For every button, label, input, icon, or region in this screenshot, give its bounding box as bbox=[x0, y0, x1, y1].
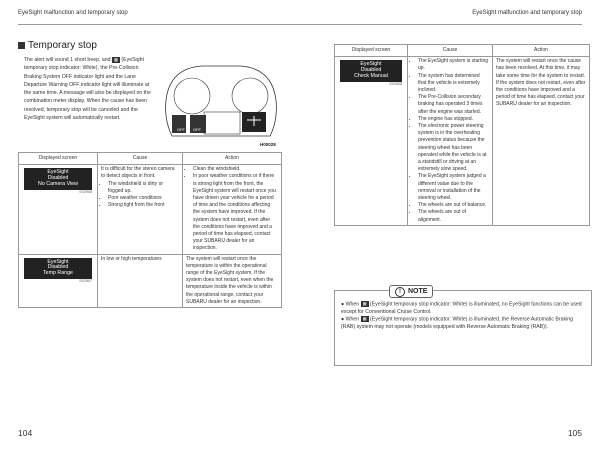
display-code: SX2908 bbox=[389, 81, 402, 86]
instrument-cluster-figure bbox=[162, 60, 280, 140]
list-item: • The wheels are out of alignment. bbox=[418, 209, 489, 223]
action-cell: The system will restart once the cause has been resolved. At this time, it may take some time for the system to restart. If the system does not restart, even after the conditions have improved and a period of time has elapsed, contact your SUBARU dealer for an inspection. bbox=[493, 57, 590, 226]
table-row bbox=[19, 165, 282, 254]
page-header: EyeSight malfunction and temporary stop bbox=[472, 10, 582, 16]
list-item: • The windshield is dirty or fogged up. bbox=[108, 181, 179, 195]
list-item: • The EyeSight system is starting up. bbox=[418, 58, 489, 72]
list-item: • The engine has stopped. bbox=[418, 116, 489, 123]
display-cell bbox=[19, 165, 98, 254]
col-header-display: Displayed screen bbox=[335, 45, 408, 57]
list-item: • Poor weather conditions bbox=[108, 195, 179, 202]
col-header-cause: Cause bbox=[98, 153, 183, 165]
note-box bbox=[334, 290, 592, 366]
page-number: 105 bbox=[567, 428, 582, 438]
list-item: • The EyeSight system judged a different value due to the removal or installation of the steering wheel. bbox=[418, 173, 489, 202]
display-cell bbox=[19, 254, 98, 307]
display-screen: EyeSight Disabled Check Manual bbox=[340, 60, 402, 81]
eyesight-temporary-stop-icon: ▩ bbox=[361, 316, 369, 322]
right-page bbox=[300, 0, 600, 450]
display-code: SX2906 bbox=[79, 189, 92, 194]
eyesight-temporary-stop-icon: ▩ bbox=[112, 57, 120, 63]
display-code: SX2907 bbox=[79, 279, 92, 284]
list-item: • In poor weather conditions or if there is strong light from the front, the EyeSight system will restart once you have driven your vehicle for a period of time and the conditions affecting the system have improved. If the system does not restart, even after the conditions have improved and a period of time has elapsed, contact your SUBARU dealer for an inspection. bbox=[193, 173, 278, 252]
list-item: • The electronic power steering system is in the overheating prevention status because the steering wheel has been operated while the vehicle is at a standstill or driving at an extremely slow speed. bbox=[418, 123, 489, 173]
icon-label-off-2: OFF bbox=[193, 127, 201, 132]
exclamation-icon: ! bbox=[395, 287, 405, 297]
cause-cell: In low or high temperatures bbox=[98, 254, 183, 307]
display-table-left bbox=[18, 152, 282, 308]
list-item: ● When ▩ (EyeSight temporary stop indicator: White) is illuminated, the Reverse Automatic Braking (RAB) system may not operate (models equipped with Reverse Automatic Braking (RAB)). bbox=[341, 315, 574, 330]
section-title: Temporary stop bbox=[18, 40, 97, 51]
table-row bbox=[19, 254, 282, 307]
action-cell: The system will restart once the temperature is within the operational range of the EyeSight system. If the system does not restart, even when the temperature inside the vehicle is within the operational range, contact your SUBARU dealer for an inspection. bbox=[183, 254, 282, 307]
figure-code: H00028 bbox=[260, 142, 276, 147]
list-item: • Strong light from the front bbox=[108, 202, 179, 209]
action-cell bbox=[183, 165, 282, 254]
display-table-right bbox=[334, 44, 590, 226]
header-rule bbox=[18, 24, 300, 25]
list-item: • The system has determined that the vehicle is extremely inclined. bbox=[418, 73, 489, 95]
cause-cell: It is difficult for the stereo camera to detect objects in front. • The windshield is dirty or fogged up. • Poor weather conditions • Strong light from the front bbox=[98, 165, 183, 254]
display-screen: EyeSight Disabled No Camera View bbox=[24, 168, 92, 189]
table-row bbox=[335, 57, 590, 226]
col-header-cause: Cause bbox=[408, 45, 493, 57]
section-square-icon bbox=[18, 42, 25, 49]
header-rule bbox=[300, 24, 582, 25]
display-screen: EyeSight Disabled Temp Range bbox=[24, 258, 92, 279]
page-number: 104 bbox=[18, 428, 33, 438]
intro-paragraph: The alert will sound 1 short beep, and ▩ (EyeSight temporary stop indicator: White), the Pre-Collision Braking System OFF indicator light and the Lane Departure Warning OFF indicator light will illuminate at the same time. A message will also be displayed on the combination meter display. When the cause has been resolved, temporary stop will be canceled and the EyeSight system will automatically restart. bbox=[24, 56, 151, 122]
icon-label-off-1: OFF bbox=[177, 127, 185, 132]
list-item: ● When ▩ (EyeSight temporary stop indicator: White) is illuminated, no EyeSight functions can be used except for Conventional Cruise Control. bbox=[341, 301, 582, 315]
col-header-display: Displayed screen bbox=[19, 153, 98, 165]
col-header-action: Action bbox=[493, 45, 590, 57]
page-header: EyeSight malfunction and temporary stop bbox=[18, 10, 128, 16]
eyesight-temporary-stop-icon: ▩ bbox=[361, 301, 369, 307]
list-item: • The wheels are out of balance. bbox=[418, 202, 489, 209]
list-item: • Clean the windshield. bbox=[193, 166, 278, 173]
col-header-action: Action bbox=[183, 153, 282, 165]
list-item: • The Pre-Collision secondary braking has operated 3 times after the engine was started. bbox=[418, 94, 489, 116]
note-title: ! NOTE bbox=[389, 285, 433, 298]
display-cell bbox=[335, 57, 408, 226]
note-body bbox=[341, 301, 585, 331]
cause-cell bbox=[408, 57, 493, 226]
